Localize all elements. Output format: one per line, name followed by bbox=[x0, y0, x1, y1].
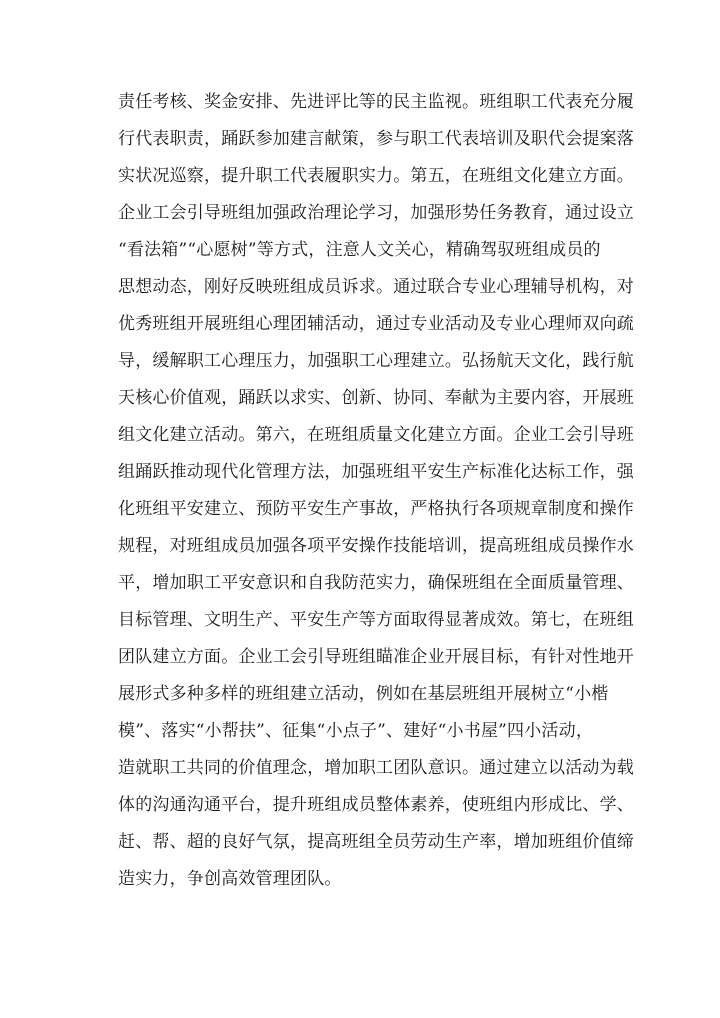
text-line: 规程，对班组成员加强各项平安操作技能培训，提高班组成员操作水 bbox=[118, 536, 634, 556]
text-line: 责任考核、奖金安排、先进评比等的民主监视。班组职工代表充分履 bbox=[118, 92, 634, 112]
text-line: 企业工会引导班组加强政治理论学习，加强形势任务教育，通过设立 bbox=[118, 203, 634, 223]
text-line: “看法箱”“心愿树”等方式，注意人文关心，精确驾驭班组成员的 bbox=[118, 240, 601, 260]
text-line: 展形式多种多样的班组建立活动，例如在基层班组开展树立“小楷 bbox=[118, 684, 609, 704]
text-line: 平，增加职工平安意识和自我防范实力，确保班组在全面质量管理、 bbox=[118, 573, 634, 593]
text-line: 造就职工共同的价值理念，增加职工团队意识。通过建立以活动为载 bbox=[118, 758, 634, 778]
body-paragraph bbox=[118, 84, 638, 898]
text-line: 组文化建立活动。第六，在班组质量文化建立方面。企业工会引导班 bbox=[118, 425, 634, 445]
text-line: 团队建立方面。企业工会引导班组瞄准企业开展目标，有针对性地开 bbox=[118, 647, 634, 667]
text-line: 行代表职责，踊跃参加建言献策，参与职工代表培训及职代会提案落 bbox=[118, 129, 634, 149]
text-line: 实状况巡察，提升职工代表履职实力。第五，在班组文化建立方面。 bbox=[118, 166, 634, 186]
text-line: 赶、帮、超的良好气氛，提高班组全员劳动生产率，增加班组价值缔 bbox=[118, 832, 634, 852]
text-line: 模”、落实“小帮扶”、征集“小点子”、建好“小书屋”四小活动， bbox=[118, 721, 594, 741]
text-line: 优秀班组开展班组心理团辅活动，通过专业活动及专业心理师双向疏 bbox=[118, 314, 634, 334]
text-line: 化班组平安建立、预防平安生产事故，严格执行各项规章制度和操作 bbox=[118, 499, 634, 519]
text-line: 组踊跃推动现代化管理方法，加强班组平安生产标准化达标工作，强 bbox=[118, 462, 634, 482]
text-line: 体的沟通沟通平台，提升班组成员整体素养，使班组内形成比、学、 bbox=[118, 795, 634, 815]
text-line: 思想动态，刚好反映班组成员诉求。通过联合专业心理辅导机构，对 bbox=[118, 277, 634, 297]
text-line: 造实力，争创高效管理团队。 bbox=[118, 869, 342, 889]
text-line: 天核心价值观，踊跃以求实、创新、协同、奉献为主要内容，开展班 bbox=[118, 388, 634, 408]
text-line: 导，缓解职工心理压力，加强职工心理建立。弘扬航天文化，践行航 bbox=[118, 351, 634, 371]
text-line: 目标管理、文明生产、平安生产等方面取得显著成效。第七，在班组 bbox=[118, 610, 634, 630]
